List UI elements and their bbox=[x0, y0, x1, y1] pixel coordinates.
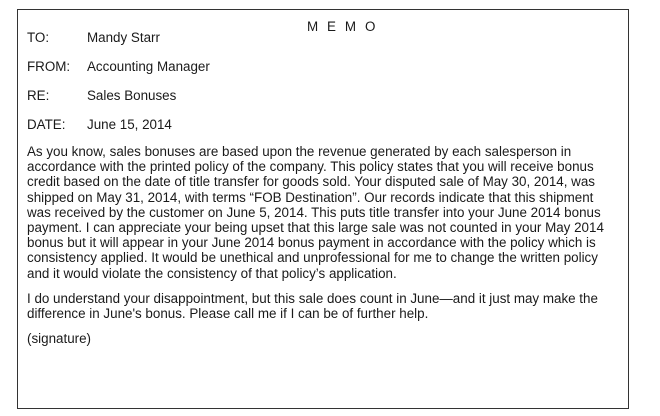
to-row bbox=[27, 30, 618, 46]
date-value: June 15, 2014 bbox=[87, 117, 172, 132]
from-row bbox=[27, 59, 618, 75]
to-value: Mandy Starr bbox=[87, 30, 160, 45]
body-paragraph-1: As you know, sales bonuses are based upon the revenue generated by each salesperson in accordance with the printed policy of the company. This policy states that you will receive bonus credit based on the date of title transfer for goods sold. Your disputed sale of May 30, 2014, was shipped on May 31, 2014, with terms “FOB Destination”. Our records indicate that this shipment was received by the customer on June 5, 2014. This puts title transfer into your June 2014 bonus payment. I can appreciate your being upset that this large sale was not counted in your May 2014 bonus but it will appear in your June 2014 bonus payment in accordance with the policy which is consistency applied. It would be unethical and unprofessional for me to change the written policy and it would violate the consistency of that policy’s application. bbox=[27, 144, 604, 281]
re-row bbox=[27, 88, 618, 104]
re-label: RE: bbox=[27, 88, 50, 103]
memo-title: M E M O bbox=[306, 19, 379, 34]
memo-document bbox=[17, 9, 629, 409]
body-paragraph-2: I do understand your disappointment, but this sale does count in June—and it just may make the difference in June's bonus. Please call me if I can be of further help. bbox=[27, 290, 598, 322]
signature-line: (signature) bbox=[27, 331, 92, 347]
re-value: Sales Bonuses bbox=[87, 88, 177, 103]
date-row bbox=[27, 117, 618, 133]
date-label: DATE: bbox=[27, 117, 66, 132]
from-value: Accounting Manager bbox=[87, 59, 210, 74]
to-label: TO: bbox=[27, 30, 50, 45]
from-label: FROM: bbox=[27, 59, 71, 74]
